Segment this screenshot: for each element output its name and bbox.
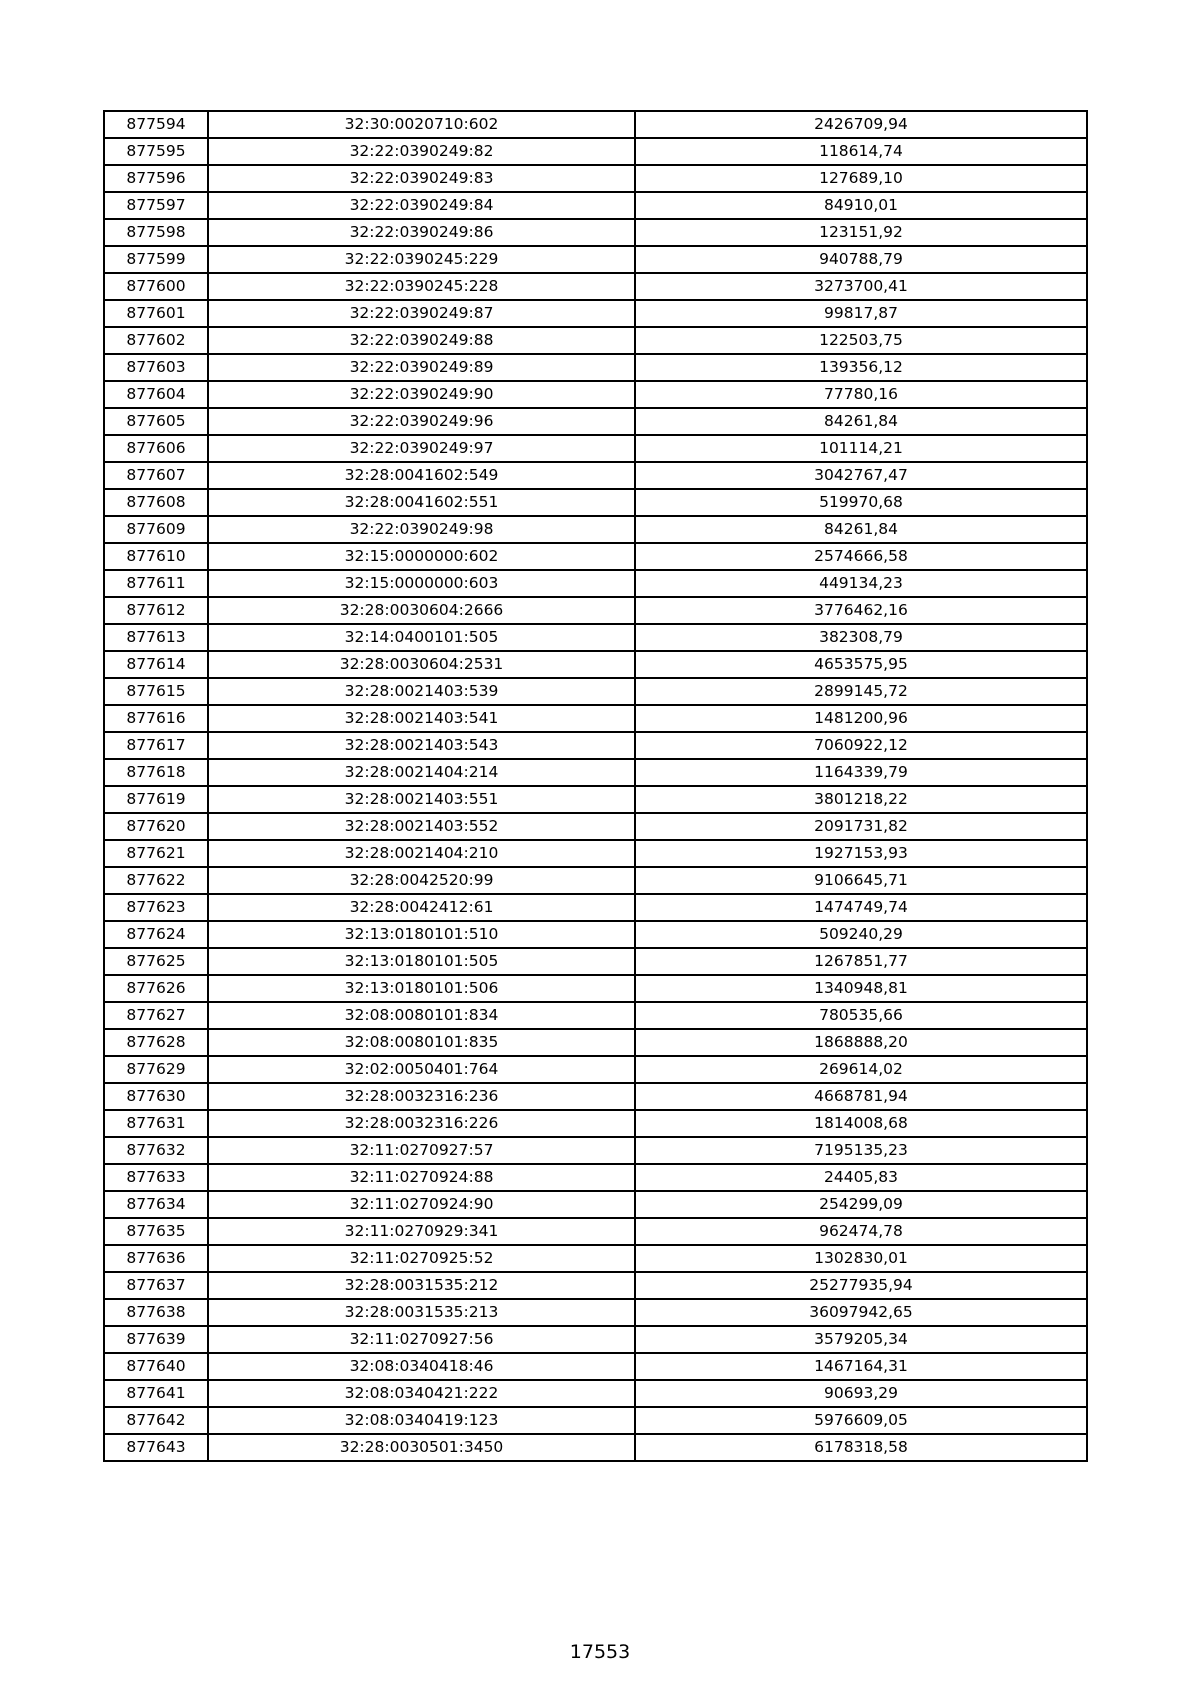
cadastral-value-cell: 123151,92 [635,219,1087,246]
table-row [104,408,1087,435]
cadastral-number-cell: 32:28:0041602:549 [208,462,635,489]
cadastral-value-cell: 3042767,47 [635,462,1087,489]
table-row [104,651,1087,678]
row-id-cell: 877606 [104,435,208,462]
row-id-cell: 877641 [104,1380,208,1407]
cadastral-number-cell: 32:28:0021403:539 [208,678,635,705]
table-row [104,1272,1087,1299]
table-row [104,354,1087,381]
cadastral-number-cell: 32:08:0080101:835 [208,1029,635,1056]
cadastral-value-cell: 139356,12 [635,354,1087,381]
cadastral-value-cell: 1302830,01 [635,1245,1087,1272]
cadastral-value-cell: 7195135,23 [635,1137,1087,1164]
cadastral-number-cell: 32:22:0390249:88 [208,327,635,354]
table-row [104,1407,1087,1434]
row-id-cell: 877594 [104,111,208,138]
cadastral-number-cell: 32:28:0030604:2666 [208,597,635,624]
table-row [104,1218,1087,1245]
cadastral-number-cell: 32:11:0270927:57 [208,1137,635,1164]
table-row [104,327,1087,354]
cadastral-value-cell: 382308,79 [635,624,1087,651]
cadastral-value-cell: 3579205,34 [635,1326,1087,1353]
cadastral-value-cell: 3273700,41 [635,273,1087,300]
cadastral-value-cell: 449134,23 [635,570,1087,597]
table-row [104,786,1087,813]
table-row [104,246,1087,273]
cadastral-value-cell: 25277935,94 [635,1272,1087,1299]
row-id-cell: 877628 [104,1029,208,1056]
cadastral-value-cell: 1467164,31 [635,1353,1087,1380]
cadastral-value-cell: 940788,79 [635,246,1087,273]
cadastral-number-cell: 32:28:0041602:551 [208,489,635,516]
cadastral-value-cell: 7060922,12 [635,732,1087,759]
row-id-cell: 877615 [104,678,208,705]
cadastral-value-cell: 122503,75 [635,327,1087,354]
table-row [104,975,1087,1002]
row-id-cell: 877602 [104,327,208,354]
cadastral-number-cell: 32:15:0000000:602 [208,543,635,570]
table-row [104,111,1087,138]
cadastral-number-cell: 32:28:0031535:213 [208,1299,635,1326]
table-row [104,1029,1087,1056]
table-row [104,489,1087,516]
row-id-cell: 877636 [104,1245,208,1272]
cadastral-value-cell: 118614,74 [635,138,1087,165]
cadastral-value-cell: 1267851,77 [635,948,1087,975]
cadastral-number-cell: 32:11:0270927:56 [208,1326,635,1353]
row-id-cell: 877623 [104,894,208,921]
cadastral-number-cell: 32:28:0042520:99 [208,867,635,894]
cadastral-number-cell: 32:11:0270924:90 [208,1191,635,1218]
cadastral-number-cell: 32:22:0390249:82 [208,138,635,165]
row-id-cell: 877617 [104,732,208,759]
row-id-cell: 877596 [104,165,208,192]
row-id-cell: 877627 [104,1002,208,1029]
cadastral-value-cell: 4653575,95 [635,651,1087,678]
row-id-cell: 877622 [104,867,208,894]
row-id-cell: 877607 [104,462,208,489]
table-row [104,840,1087,867]
cadastral-number-cell: 32:28:0042412:61 [208,894,635,921]
row-id-cell: 877597 [104,192,208,219]
cadastral-value-cell: 84261,84 [635,408,1087,435]
table-row [104,1191,1087,1218]
row-id-cell: 877633 [104,1164,208,1191]
cadastral-number-cell: 32:22:0390245:229 [208,246,635,273]
cadastral-number-cell: 32:28:0021403:552 [208,813,635,840]
table-row [104,813,1087,840]
table-row [104,624,1087,651]
row-id-cell: 877638 [104,1299,208,1326]
row-id-cell: 877603 [104,354,208,381]
row-id-cell: 877601 [104,300,208,327]
cadastral-number-cell: 32:28:0030604:2531 [208,651,635,678]
row-id-cell: 877639 [104,1326,208,1353]
cadastral-number-cell: 32:08:0340419:123 [208,1407,635,1434]
page-number: 17553 [569,1641,631,1663]
cadastral-value-cell: 101114,21 [635,435,1087,462]
cadastral-number-cell: 32:22:0390249:87 [208,300,635,327]
cadastral-value-cell: 36097942,65 [635,1299,1087,1326]
cadastral-number-cell: 32:08:0340418:46 [208,1353,635,1380]
cadastral-value-cell: 254299,09 [635,1191,1087,1218]
row-id-cell: 877629 [104,1056,208,1083]
cadastral-number-cell: 32:15:0000000:603 [208,570,635,597]
cadastral-value-cell: 1164339,79 [635,759,1087,786]
cadastral-number-cell: 32:28:0032316:236 [208,1083,635,1110]
cadastral-value-cell: 2899145,72 [635,678,1087,705]
row-id-cell: 877611 [104,570,208,597]
cadastral-value-cell: 962474,78 [635,1218,1087,1245]
cadastral-number-cell: 32:13:0180101:506 [208,975,635,1002]
row-id-cell: 877637 [104,1272,208,1299]
table-row [104,570,1087,597]
cadastral-value-cell: 3801218,22 [635,786,1087,813]
cadastral-value-cell: 2091731,82 [635,813,1087,840]
table-row [104,462,1087,489]
cadastral-value-cell: 84910,01 [635,192,1087,219]
table-body [104,111,1087,1461]
row-id-cell: 877625 [104,948,208,975]
row-id-cell: 877632 [104,1137,208,1164]
table-row [104,1353,1087,1380]
cadastral-number-cell: 32:13:0180101:510 [208,921,635,948]
row-id-cell: 877612 [104,597,208,624]
row-id-cell: 877643 [104,1434,208,1461]
cadastral-number-cell: 32:28:0021403:551 [208,786,635,813]
cadastral-value-cell: 519970,68 [635,489,1087,516]
row-id-cell: 877642 [104,1407,208,1434]
cadastral-value-cell: 6178318,58 [635,1434,1087,1461]
cadastral-number-cell: 32:22:0390245:228 [208,273,635,300]
table-row [104,1083,1087,1110]
cadastral-number-cell: 32:08:0080101:834 [208,1002,635,1029]
cadastral-value-cell: 269614,02 [635,1056,1087,1083]
table-row [104,1056,1087,1083]
row-id-cell: 877608 [104,489,208,516]
row-id-cell: 877610 [104,543,208,570]
cadastral-number-cell: 32:28:0030501:3450 [208,1434,635,1461]
cadastral-value-cell: 780535,66 [635,1002,1087,1029]
table-row [104,948,1087,975]
table-row [104,732,1087,759]
cadastral-value-cell: 1481200,96 [635,705,1087,732]
cadastral-value-cell: 509240,29 [635,921,1087,948]
table-row [104,516,1087,543]
cadastral-value-cell: 24405,83 [635,1164,1087,1191]
cadastral-value-cell: 3776462,16 [635,597,1087,624]
row-id-cell: 877634 [104,1191,208,1218]
table-row [104,381,1087,408]
row-id-cell: 877640 [104,1353,208,1380]
cadastral-value-cell: 4668781,94 [635,1083,1087,1110]
row-id-cell: 877635 [104,1218,208,1245]
cadastral-number-cell: 32:13:0180101:505 [208,948,635,975]
cadastral-number-cell: 32:22:0390249:89 [208,354,635,381]
table-row [104,1164,1087,1191]
cadastral-value-cell: 1868888,20 [635,1029,1087,1056]
cadastral-number-cell: 32:22:0390249:96 [208,408,635,435]
row-id-cell: 877609 [104,516,208,543]
row-id-cell: 877599 [104,246,208,273]
row-id-cell: 877600 [104,273,208,300]
cadastral-number-cell: 32:22:0390249:83 [208,165,635,192]
cadastral-number-cell: 32:28:0021403:541 [208,705,635,732]
table-row [104,1245,1087,1272]
cadastral-number-cell: 32:02:0050401:764 [208,1056,635,1083]
row-id-cell: 877605 [104,408,208,435]
table-row [104,192,1087,219]
cadastral-value-cell: 1474749,74 [635,894,1087,921]
cadastral-number-cell: 32:11:0270924:88 [208,1164,635,1191]
table-row [104,435,1087,462]
cadastral-value-cell: 5976609,05 [635,1407,1087,1434]
cadastral-number-cell: 32:11:0270929:341 [208,1218,635,1245]
table-row [104,543,1087,570]
row-id-cell: 877620 [104,813,208,840]
row-id-cell: 877626 [104,975,208,1002]
table-row [104,1002,1087,1029]
cadastral-number-cell: 32:22:0390249:86 [208,219,635,246]
table-row [104,300,1087,327]
row-id-cell: 877631 [104,1110,208,1137]
cadastral-number-cell: 32:22:0390249:84 [208,192,635,219]
cadastral-value-cell: 2426709,94 [635,111,1087,138]
cadastral-number-cell: 32:28:0021403:543 [208,732,635,759]
cadastral-value-cell: 99817,87 [635,300,1087,327]
table-row [104,165,1087,192]
cadastral-value-cell: 2574666,58 [635,543,1087,570]
table-row [104,678,1087,705]
cadastral-value-cell: 90693,29 [635,1380,1087,1407]
table-row [104,597,1087,624]
cadastral-value-cell: 1814008,68 [635,1110,1087,1137]
cadastral-number-cell: 32:08:0340421:222 [208,1380,635,1407]
cadastral-value-cell: 9106645,71 [635,867,1087,894]
cadastral-value-table [103,110,1088,1462]
cadastral-number-cell: 32:22:0390249:97 [208,435,635,462]
cadastral-number-cell: 32:11:0270925:52 [208,1245,635,1272]
cadastral-number-cell: 32:30:0020710:602 [208,111,635,138]
row-id-cell: 877621 [104,840,208,867]
cadastral-value-cell: 84261,84 [635,516,1087,543]
table-row [104,867,1087,894]
cadastral-number-cell: 32:22:0390249:90 [208,381,635,408]
table-row [104,219,1087,246]
table-row [104,1380,1087,1407]
table-row [104,894,1087,921]
row-id-cell: 877614 [104,651,208,678]
cadastral-number-cell: 32:22:0390249:98 [208,516,635,543]
row-id-cell: 877630 [104,1083,208,1110]
table-row [104,1326,1087,1353]
table-row [104,138,1087,165]
row-id-cell: 877624 [104,921,208,948]
cadastral-number-cell: 32:28:0031535:212 [208,1272,635,1299]
row-id-cell: 877604 [104,381,208,408]
cadastral-number-cell: 32:28:0021404:210 [208,840,635,867]
table-row [104,921,1087,948]
table-row [104,1137,1087,1164]
table-row [104,705,1087,732]
row-id-cell: 877618 [104,759,208,786]
cadastral-value-cell: 1340948,81 [635,975,1087,1002]
table-row [104,1110,1087,1137]
cadastral-value-cell: 127689,10 [635,165,1087,192]
row-id-cell: 877616 [104,705,208,732]
row-id-cell: 877613 [104,624,208,651]
cadastral-number-cell: 32:28:0032316:226 [208,1110,635,1137]
row-id-cell: 877595 [104,138,208,165]
table-row [104,1299,1087,1326]
cadastral-value-cell: 1927153,93 [635,840,1087,867]
cadastral-value-cell: 77780,16 [635,381,1087,408]
cadastral-number-cell: 32:28:0021404:214 [208,759,635,786]
cadastral-number-cell: 32:14:0400101:505 [208,624,635,651]
row-id-cell: 877619 [104,786,208,813]
row-id-cell: 877598 [104,219,208,246]
table-row [104,1434,1087,1461]
table-row [104,273,1087,300]
table-row [104,759,1087,786]
